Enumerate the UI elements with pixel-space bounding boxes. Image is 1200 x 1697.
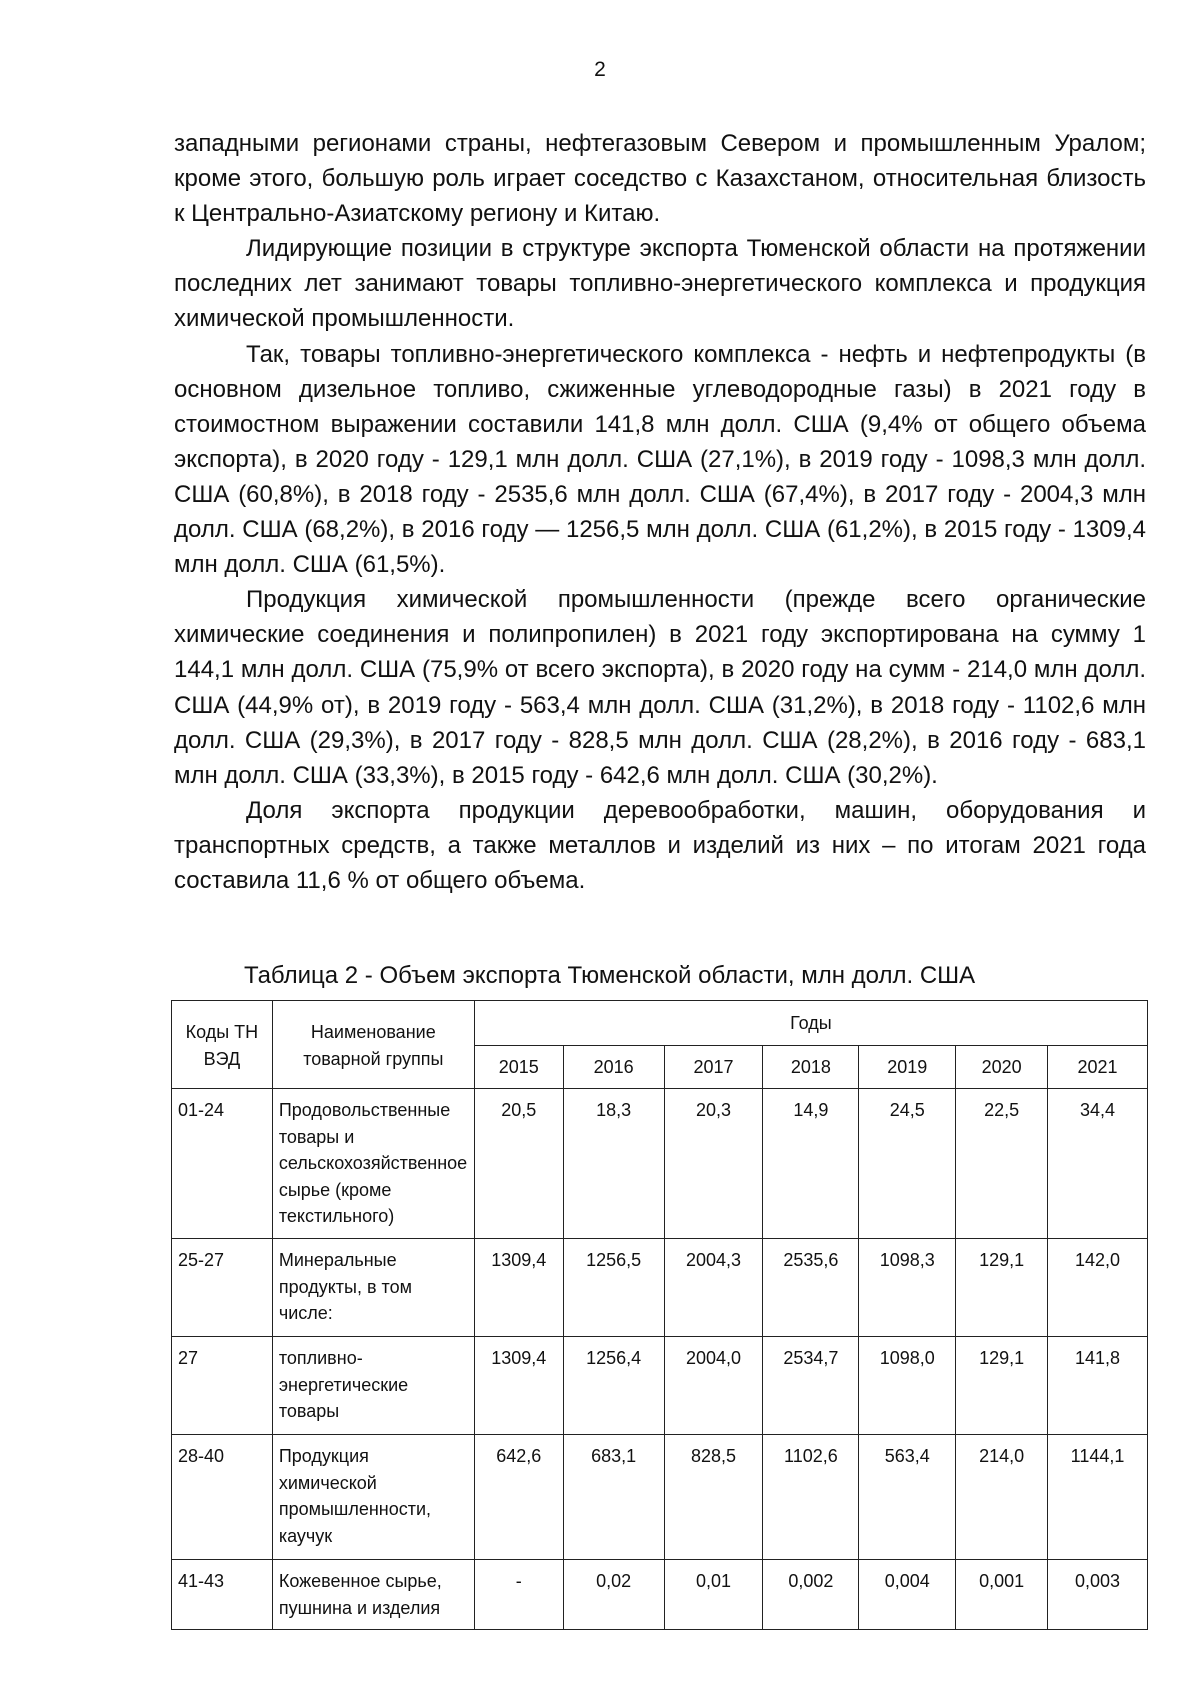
paragraph: Лидирующие позиции в структуре экспорта Тюменской области на протяжении последних лет занимают товары топливно-энергетического комплекса и продукция химической промышленности.	[174, 235, 1146, 333]
row-value: 1256,5	[563, 1239, 664, 1337]
row-value: 828,5	[664, 1435, 763, 1560]
row-value: 2534,7	[763, 1337, 859, 1435]
row-value: 0,001	[956, 1560, 1048, 1630]
table-row	[172, 1239, 1148, 1337]
row-value: 1309,4	[474, 1239, 563, 1337]
row-value: 18,3	[563, 1089, 664, 1239]
row-code: 28-40	[172, 1435, 273, 1560]
row-value: 1144,1	[1048, 1435, 1148, 1560]
row-value: 0,01	[664, 1560, 763, 1630]
row-value: 683,1	[563, 1435, 664, 1560]
row-value: 129,1	[956, 1337, 1048, 1435]
row-name: топливно-энергетические товары	[272, 1337, 474, 1435]
table-row	[172, 1560, 1148, 1630]
row-value: 2004,0	[664, 1337, 763, 1435]
body-text	[174, 126, 1146, 898]
row-value: 141,8	[1048, 1337, 1148, 1435]
row-code: 27	[172, 1337, 273, 1435]
header-year: 2021	[1048, 1046, 1148, 1089]
row-value: 1102,6	[763, 1435, 859, 1560]
header-year: 2017	[664, 1046, 763, 1089]
header-year: 2020	[956, 1046, 1048, 1089]
row-value: 0,002	[763, 1560, 859, 1630]
row-value: 642,6	[474, 1435, 563, 1560]
row-value: 2004,3	[664, 1239, 763, 1337]
row-value: 22,5	[956, 1089, 1048, 1239]
header-years: Годы	[474, 1001, 1147, 1046]
table-caption: Таблица 2 - Объем экспорта Тюменской области, млн долл. США	[244, 962, 976, 989]
export-table	[171, 1000, 1148, 1630]
row-value: 1309,4	[474, 1337, 563, 1435]
header-year: 2016	[563, 1046, 664, 1089]
row-value: 20,3	[664, 1089, 763, 1239]
row-value: 34,4	[1048, 1089, 1148, 1239]
row-value: 563,4	[859, 1435, 956, 1560]
header-year: 2018	[763, 1046, 859, 1089]
row-value: 214,0	[956, 1435, 1048, 1560]
row-name: Минеральные продукты, в том числе:	[272, 1239, 474, 1337]
row-value: 129,1	[956, 1239, 1048, 1337]
header-code: Коды ТН ВЭД	[172, 1001, 273, 1089]
paragraph: Так, товары топливно-энергетического комплекса - нефть и нефтепродукты (в основном дизельное топливо, сжиженные углеводородные газы) в 2021 году в стоимостном выражении составили 141,8 млн долл. США (9,4% от общего объема экспорта), в 2020 году - 129,1 млн долл. США (27,1%), в 2019 году - 1098,3 млн долл. США (60,8%), в 2018 году - 2535,6 млн долл. США (67,4%), в 2017 году - 2004,3 млн долл. США (68,2%), в 2016 году — 1256,5 млн долл. США (61,2%), в 2015 году - 1309,4 млн долл. США (61,5%).	[174, 340, 1146, 579]
table-row	[172, 1337, 1148, 1435]
table-row	[172, 1435, 1148, 1560]
row-value: 0,02	[563, 1560, 664, 1630]
row-code: 41-43	[172, 1560, 273, 1630]
row-value: 1256,4	[563, 1337, 664, 1435]
paragraph: Доля экспорта продукции деревообработки, машин, оборудования и транспортных средств, а также металлов и изделий из них – по итогам 2021 года составила 11,6 % от общего объема.	[174, 796, 1146, 894]
header-year: 2015	[474, 1046, 563, 1089]
row-value: 0,004	[859, 1560, 956, 1630]
row-value: 2535,6	[763, 1239, 859, 1337]
row-value: -	[474, 1560, 563, 1630]
page-number: 2	[594, 58, 606, 81]
row-value: 14,9	[763, 1089, 859, 1239]
row-value: 1098,3	[859, 1239, 956, 1337]
row-value: 0,003	[1048, 1560, 1148, 1630]
table-row	[172, 1089, 1148, 1239]
paragraph: Продукция химической промышленности (прежде всего органические химические соединения и полипропилен) в 2021 году экспортирована на сумму 1 144,1 млн долл. США (75,9% от всего экспорта), в 2020 году на сумм - 214,0 млн долл. США (44,9% от), в 2019 году - 563,4 млн долл. США (31,2%), в 2018 году - 1102,6 млн долл. США (29,3%), в 2017 году - 828,5 млн долл. США (28,2%), в 2016 году - 683,1 млн долл. США (33,3%), в 2015 году - 642,6 млн долл. США (30,2%).	[174, 586, 1146, 789]
row-value: 142,0	[1048, 1239, 1148, 1337]
row-code: 01-24	[172, 1089, 273, 1239]
row-value: 24,5	[859, 1089, 956, 1239]
header-name: Наименование товарной группы	[272, 1001, 474, 1089]
row-value: 1098,0	[859, 1337, 956, 1435]
paragraph: западными регионами страны, нефтегазовым Севером и промышленным Уралом; кроме этого, большую роль играет соседство с Казахстаном, относительная близость к Центрально-Азиатскому региону и Китаю.	[174, 130, 1146, 228]
header-year: 2019	[859, 1046, 956, 1089]
row-code: 25-27	[172, 1239, 273, 1337]
row-value: 20,5	[474, 1089, 563, 1239]
row-name: Продукция химической промышленности, каучук	[272, 1435, 474, 1560]
row-name: Продовольственные товары и сельскохозяйственное сырье (кроме текстильного)	[272, 1089, 474, 1239]
row-name: Кожевенное сырье, пушнина и изделия	[272, 1560, 474, 1630]
